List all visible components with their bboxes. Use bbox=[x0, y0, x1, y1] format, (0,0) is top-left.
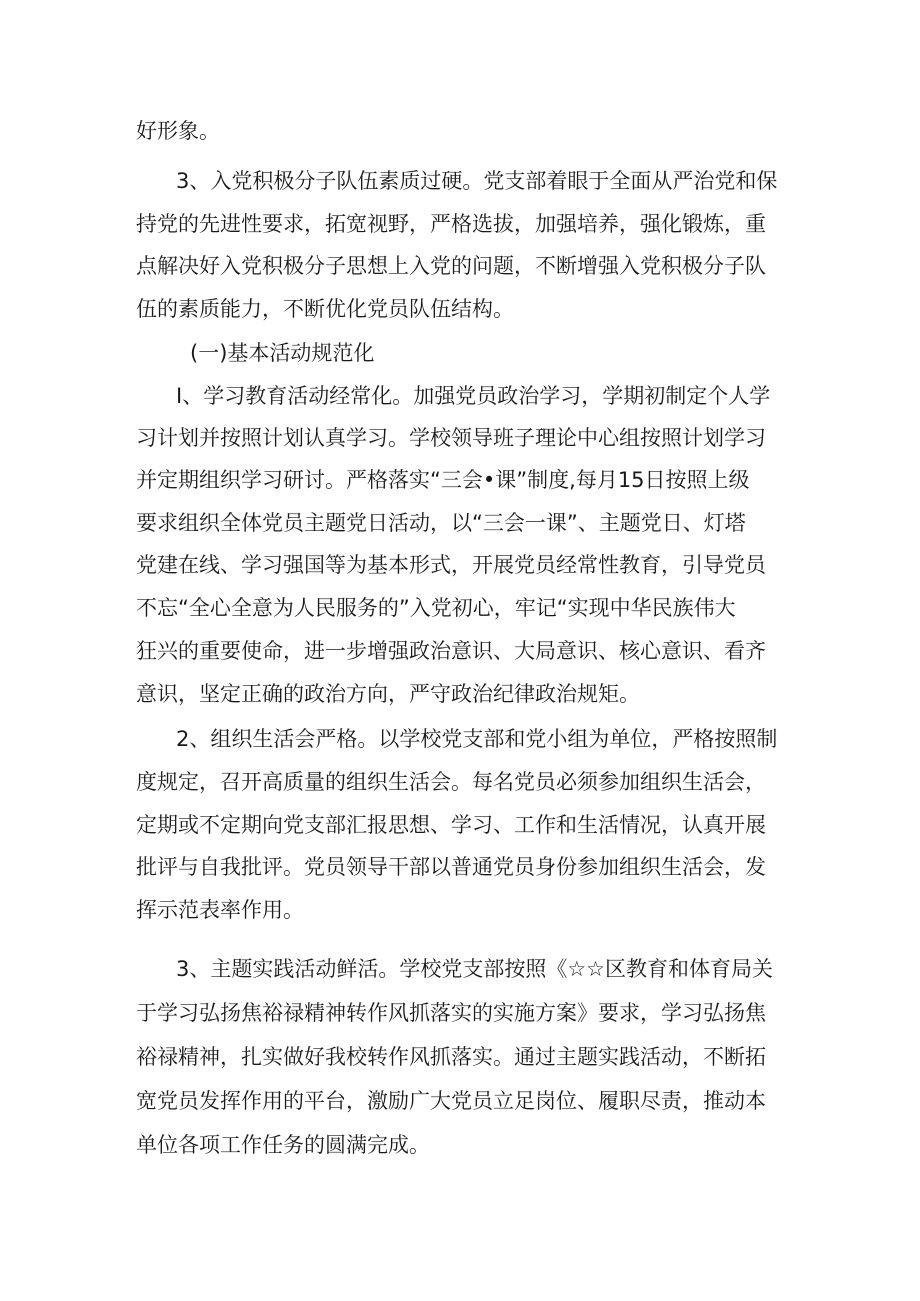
text-line: 定期或不定期向党支部汇报思想、学习、工作和生活情况，认真开展 bbox=[136, 813, 766, 837]
text-line: 持党的先进性要求，拓宽视野，严格选拔，加强培养，强化锻炼，重 bbox=[136, 212, 766, 236]
text-line: 点解决好入党积极分子思想上入党的问题，不断增强入党积极分子队 bbox=[136, 254, 766, 278]
text-line: 宽党员发挥作用的平台，激励广大党员立足岗位、履职尽责，推动本 bbox=[136, 1089, 766, 1113]
text-line: 要求组织全体党员主题党日活动，以“三会一课”、主题党日、灯塔 bbox=[136, 511, 746, 535]
text-line: 2、组织生活会严格。以学校党支部和党小组为单位，严格按照制 bbox=[176, 727, 778, 751]
text-line: 于学习弘扬焦裕禄精神转作风抓落实的实施方案》要求，学习弘扬焦 bbox=[136, 1001, 766, 1025]
text-line: 挥示范表率作用。 bbox=[136, 898, 304, 922]
text-line: 单位各项工作任务的圆满完成。 bbox=[136, 1133, 430, 1157]
text-line: 并定期组织学习研讨。严格落实“三会•课”制度,每月15日按照上级 bbox=[136, 468, 750, 492]
text-line: 狂兴的重要使命，进一步增强政治意识、大局意识、核心意识、看齐 bbox=[136, 639, 766, 663]
text-line: 意识，坚定正确的政治方向，严守政治纪律政治规矩。 bbox=[136, 682, 640, 706]
text-line: 3、入党积极分子队伍素质过硬。党支部着眼于全面从严治党和保 bbox=[176, 169, 778, 193]
text-line: I、学习教育活动经常化。加强党员政治学习，学期初制定个人学 bbox=[176, 384, 771, 408]
text-line: 习计划并按照计划认真学习。学校领导班子理论中心组按照计划学习 bbox=[136, 426, 766, 450]
section-heading: (一)基本活动规范化 bbox=[190, 341, 375, 365]
text-line: 3、主题实践活动鲜活。学校党支部按照《☆☆区教育和体育局关 bbox=[176, 957, 774, 981]
text-line: 批评与自我批评。党员领导干部以普通党员身份参加组织生活会，发 bbox=[136, 855, 766, 879]
text-line: 不忘“全心全意为人民服务的”入党初心，牢记“实现中华民族伟大 bbox=[136, 596, 736, 620]
text-line: 好形象。 bbox=[136, 119, 220, 143]
text-line: 伍的素质能力，不断优化党员队伍结构。 bbox=[136, 297, 514, 321]
text-line: 党建在线、学习强国等为基本形式，开展党员经常性教育，引导党员 bbox=[136, 553, 766, 577]
text-line: 裕禄精神，扎实做好我校转作风抓落实。通过主题实践活动，不断拓 bbox=[136, 1045, 766, 1069]
text-line: 度规定，召开高质量的组织生活会。每名党员必须参加组织生活会， bbox=[136, 770, 766, 794]
